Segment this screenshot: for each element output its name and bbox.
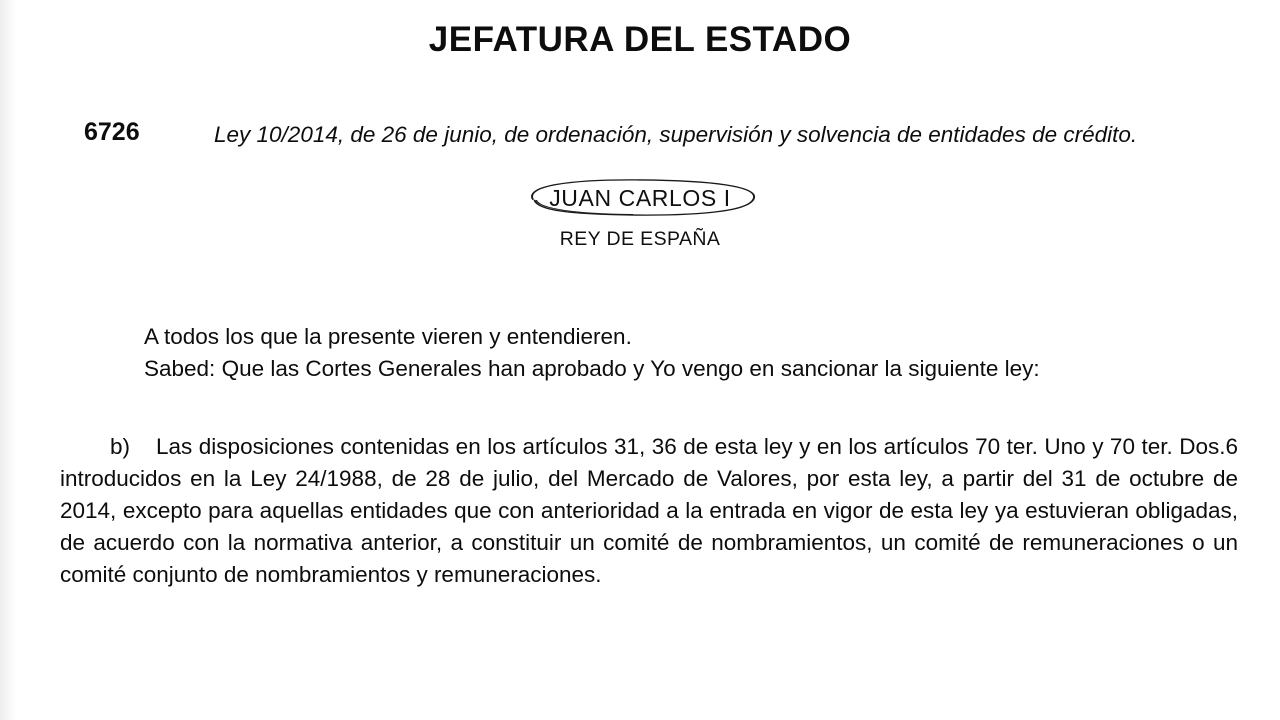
paragraph-spacer: [60, 385, 1238, 431]
law-reference-block: [0, 118, 1280, 151]
king-subtitle: REY DE ESPAÑA: [559, 228, 721, 251]
document-body: [0, 321, 1280, 591]
king-name: JUAN CARLOS I: [549, 185, 731, 212]
king-signature-block: [0, 177, 1280, 295]
paragraph-preamble-1: A todos los que la presente vieren y entendieren.: [144, 324, 632, 350]
clause-b: [60, 431, 1238, 591]
clause-text: Las disposiciones contenidas en los artículos 31, 36 de esta ley y en los artículos 70 ter. Uno y 70 ter. Dos.6 introducidos en la Ley 24/1988, de 28 de julio, del Mercado de Valores, por esta ley, a partir del 31 de octubre de 2014, excepto para aquellas entidades que con anterioridad a la entrada en vigor de esta ley ya estuvieran obligadas, de acuerdo con la normativa anterior, a constituir un comité de nombramientos, un comité de remuneraciones o un comité conjunto de nombramientos y remuneraciones.: [60, 434, 1238, 587]
paragraph-preamble-2: Sabed: Que las Cortes Generales han aprobado y Yo vengo en sancionar la siguiente ley:: [144, 356, 1040, 382]
law-title: Ley 10/2014, de 26 de junio, de ordenación, supervisión y solvencia de entidades de crédito.: [214, 122, 1138, 147]
page-title: JEFATURA DEL ESTADO: [428, 20, 852, 59]
law-number: 6726: [84, 118, 140, 146]
clause-label: b): [110, 434, 131, 460]
king-name-holder: [515, 177, 765, 218]
